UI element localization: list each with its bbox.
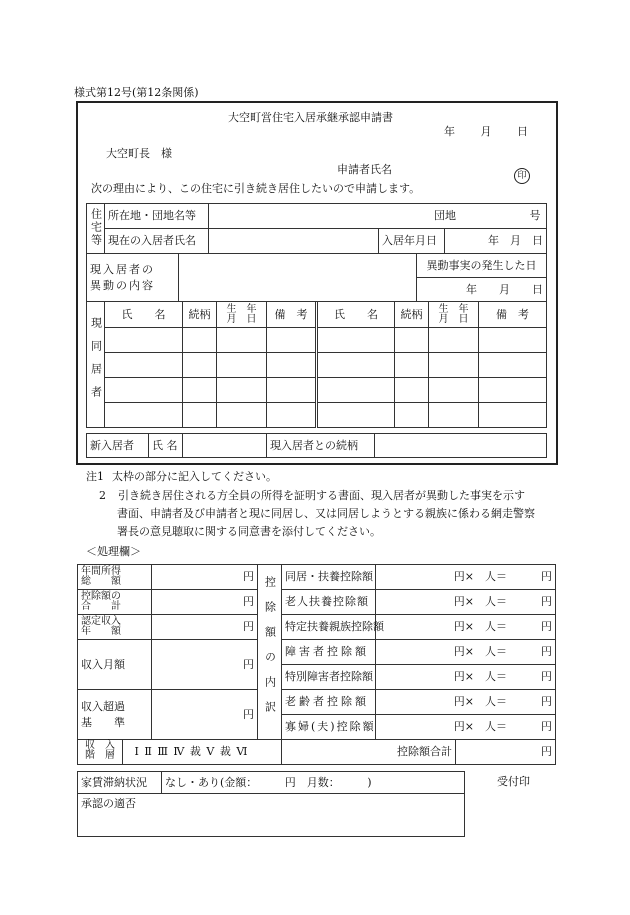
approval-field[interactable]: [78, 794, 465, 837]
deduction-value[interactable]: 円× 人＝ 円: [376, 715, 556, 740]
deduction-label: 特定扶養親族控除額: [282, 615, 376, 640]
deduction-label: 寡婦(夫)控除額: [282, 715, 376, 740]
name-header-2: 氏 名: [317, 302, 395, 328]
monthly-income-value[interactable]: 円: [152, 640, 258, 690]
deduction-total-sum-value[interactable]: 円: [456, 740, 556, 765]
deduction-label: 障害者控除額: [282, 640, 376, 665]
year-label: 年: [444, 125, 455, 138]
day-label: 日: [517, 125, 528, 138]
go-label: 号: [529, 209, 541, 222]
deduction-total-value[interactable]: 円: [152, 590, 258, 615]
location-label: 所在地・団地名等: [105, 204, 209, 229]
excess-standard-label: 収入超過 基 準: [78, 690, 152, 740]
strata-label: 収 入 階 層: [78, 740, 123, 764]
note-1: 注1 太枠の部分に記入してください。: [86, 470, 277, 483]
new-resident-table: [86, 433, 547, 458]
deduction-label: 老人扶養控除額: [282, 590, 376, 615]
resident-row[interactable]: [87, 353, 547, 378]
income-strata: [78, 740, 282, 765]
deduction-label: 同居・扶養控除額: [282, 565, 376, 590]
month-label: 月: [480, 125, 492, 138]
change-content-value[interactable]: [179, 254, 417, 302]
form-title: 大空町営住宅入居承継承認申請書: [228, 111, 393, 124]
deduction-value[interactable]: 円× 人＝ 円: [376, 615, 556, 640]
deduction-total-sum-label: 控除額合計: [282, 740, 456, 765]
addressee: 大空町長 様: [106, 147, 172, 160]
excess-standard-value[interactable]: 円: [152, 690, 258, 740]
current-resident-label: 現在の入居者氏名: [105, 229, 209, 254]
date-line: [444, 125, 546, 139]
monthly-income-label: 収入月額: [78, 640, 152, 690]
strata-values[interactable]: Ⅰ Ⅱ Ⅲ Ⅳ 裁 Ⅴ 裁 Ⅵ: [134, 745, 249, 758]
deduction-value[interactable]: 円× 人＝ 円: [376, 690, 556, 715]
name-header: 氏 名: [105, 302, 183, 328]
deduction-value[interactable]: 円× 人＝ 円: [376, 590, 556, 615]
danchi-label: 団地: [434, 209, 456, 222]
deduction-value[interactable]: 円× 人＝ 円: [376, 665, 556, 690]
new-resident-name-label: 氏 名: [149, 434, 183, 458]
deduction-value[interactable]: 円× 人＝ 円: [376, 565, 556, 590]
annual-income-label: 年間所得 総 額: [78, 565, 152, 590]
deduction-label: 老齢者控除額: [282, 690, 376, 715]
change-date-value[interactable]: 年 月 日: [417, 278, 547, 302]
change-date-label: 異動事実の発生した日: [417, 254, 547, 278]
birth-header: 生 年 月 日: [217, 302, 267, 328]
resident-row[interactable]: [87, 328, 547, 353]
housing-side-label: 住宅等: [87, 204, 105, 254]
receipt-stamp-label: 受付印: [497, 775, 530, 788]
deduction-side-label: 控除額の内訳: [258, 565, 282, 740]
processing-heading: ＜処理欄＞: [86, 545, 141, 558]
certified-income-label: 認定収入 年 額: [78, 615, 152, 640]
rent-arrears-label: 家賃滞納状況: [78, 772, 162, 794]
resident-row[interactable]: [87, 378, 547, 403]
relation-to-current-label: 現入居者との続柄: [267, 434, 375, 458]
seal-mark: 印: [514, 168, 530, 184]
residents-side-label: 現同居者: [87, 302, 105, 428]
form-number: 様式第12号(第12条関係): [74, 86, 199, 99]
processing-table: [77, 564, 556, 765]
note-2-line-2: 書面、申請者及び申請者と現に同居し、又は同居しようとする親族に係わる網走警察: [117, 507, 535, 520]
note-2-line-3: 署長の意見聴取に関する同意書を添付してください。: [117, 525, 381, 538]
current-resident-value[interactable]: [209, 229, 379, 254]
certified-income-value[interactable]: 円: [152, 615, 258, 640]
intro-text: 次の理由により、この住宅に引き続き居住したいので申請します。: [91, 182, 421, 195]
note-2: 2 引き続き居住される方全員の所得を証明する書面、現入居者が異動した事実を示す: [99, 489, 525, 502]
remarks-header: 備 考: [267, 302, 317, 328]
move-in-date-label: 入居年月日: [379, 229, 445, 254]
remarks-header-2: 備 考: [479, 302, 547, 328]
deduction-value[interactable]: 円× 人＝ 円: [376, 640, 556, 665]
deduction-total-label: 控除額の 合 計: [78, 590, 152, 615]
rent-arrears-value[interactable]: なし・あり(金額： 円 月数： ): [162, 772, 465, 794]
application-frame: [76, 101, 558, 465]
relation-to-current-value[interactable]: [375, 434, 547, 458]
approval-label: 承認の適否: [81, 797, 136, 810]
resident-row[interactable]: [87, 403, 547, 428]
applicant-label: 申請者氏名: [337, 163, 392, 176]
change-label: 現入居者の 異動の内容: [87, 254, 179, 302]
residents-table: [86, 301, 547, 428]
deduction-label: 特別障害者控除額: [282, 665, 376, 690]
birth-header-2: 生 年 月 日: [429, 302, 479, 328]
annual-income-value[interactable]: 円: [152, 565, 258, 590]
new-resident-label: 新入居者: [87, 434, 149, 458]
change-table: [86, 253, 547, 302]
relation-header: 続柄: [183, 302, 217, 328]
status-table: [77, 771, 465, 837]
relation-header-2: 続柄: [395, 302, 429, 328]
location-value[interactable]: [209, 204, 547, 229]
housing-table: [86, 203, 547, 254]
new-resident-name-value[interactable]: [183, 434, 267, 458]
move-in-date-value[interactable]: 年 月 日: [445, 229, 547, 254]
